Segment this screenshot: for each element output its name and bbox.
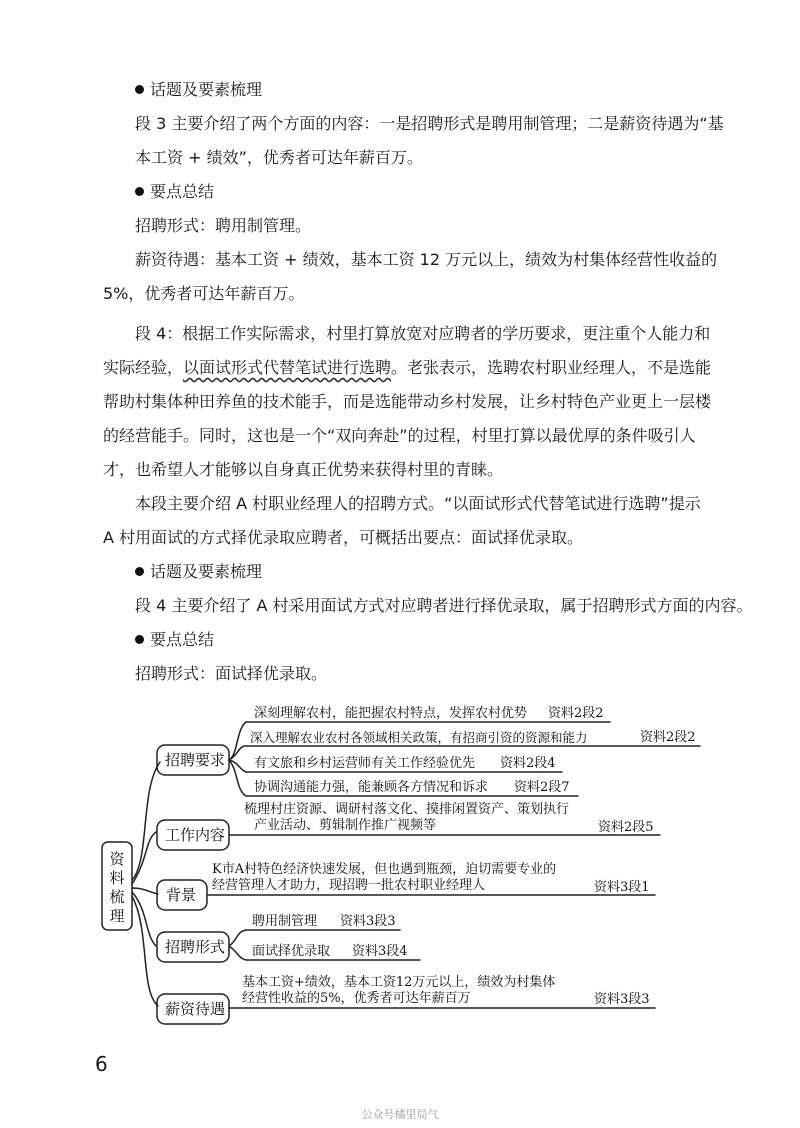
mindmap-item: 面试择优录取 <box>252 944 331 959</box>
section-heading: 话题及要素梳理 <box>135 562 262 582</box>
paragraph-line: 招聘形式：聘用制管理。 <box>135 216 312 235</box>
connector <box>132 762 160 880</box>
mindmap-branch-salary: 薪资待遇 <box>165 1000 226 1018</box>
mindmap-ref: 资料2段2 <box>548 706 604 721</box>
watermark-footer: 公众号橘里局气 <box>361 1108 439 1121</box>
mindmap-item: 产业活动、剪辑制作推广视频等 <box>254 818 437 833</box>
paragraph-line: 段 4：根据工作实际需求，村里打算放宽对应聘者的学历要求，更注重个人能力和 <box>135 324 711 343</box>
mindmap-ref: 资料2段5 <box>598 820 654 835</box>
paragraph-line: A 村用面试的方式择优录取应聘者，可概括出要点：面试择优录取。 <box>103 528 584 547</box>
paragraph-line: 帮助村集体种田养鱼的技术能手，而是选能带动乡村发展，让乡村特色产业更上一层楼 <box>103 392 712 411</box>
mindmap-item: 经营管理人才助力，现招聘一批农村职业经理人 <box>212 878 486 893</box>
underlined-phrase: 以面试形式代替笔试进行选聘 <box>183 358 392 377</box>
mindmap-item: 深入理解农业农村各领域相关政策，有招商引资的资源和能力 <box>250 730 588 745</box>
mindmap-item: 深刻理解农村，能把握农村特点，发挥农村优势 <box>254 706 528 721</box>
mindmap-item: 梳理村庄资源、调研村落文化、摸排闲置资产、策划执行 <box>244 802 570 817</box>
mindmap-ref: 资料2段7 <box>514 780 570 795</box>
mindmap-item: 基本工资+绩效，基本工资12万元以上，绩效为村集体 <box>242 975 556 990</box>
mindmap-ref: 资料3段3 <box>594 992 650 1007</box>
paragraph-line: 本段主要介绍 A 村职业经理人的招聘方式。“以面试形式代替笔试进行选聘”提示 <box>135 494 701 513</box>
mindmap-item: 有文旅和乡村运营师有关工作经验优先 <box>254 756 476 771</box>
mindmap-ref: 资料2段2 <box>640 730 696 745</box>
mindmap-branch-background: 背景 <box>166 886 197 904</box>
paragraph-line: 实际经验，以面试形式代替笔试进行选聘。老张表示，选聘农村职业经理人，不是选能 <box>103 358 712 377</box>
page-number: 6 <box>95 1052 108 1076</box>
mindmap-item: 协调沟通能力强，能兼顾各方情况和诉求 <box>254 780 489 795</box>
mindmap-ref: 资料2段4 <box>500 756 556 771</box>
section-heading: 要点总结 <box>135 182 214 202</box>
paragraph-line: 招聘形式：面试择优录取。 <box>135 664 328 683</box>
mindmap-item: 聘用制管理 <box>252 914 318 929</box>
mindmap-item: 经营性收益的5%，优秀者可达年薪百万 <box>242 991 471 1006</box>
mindmap-ref: 资料3段3 <box>340 914 396 929</box>
paragraph-line: 的经营能手。同时，这也是一个“双向奔赴”的过程，村里打算以最优厚的条件吸引人 <box>103 426 696 445</box>
section-heading: 话题及要素梳理 <box>135 80 262 100</box>
paragraph-line: 5%，优秀者可达年薪百万。 <box>103 284 305 303</box>
mindmap-item: K市A村特色经济快速发展，但也遇到瓶颈，迫切需要专业的 <box>212 862 557 877</box>
section-heading: 要点总结 <box>135 630 214 650</box>
paragraph-line: 才，也希望人才能够以自身真正优势来获得村里的青睐。 <box>103 460 504 479</box>
paragraph-line: 薪资待遇：基本工资 + 绩效，基本工资 12 万元以上，绩效为村集体经营性收益的 <box>135 250 718 269</box>
mindmap-branch-work-content: 工作内容 <box>165 826 226 844</box>
paragraph-line: 本工资 + 绩效”，优秀者可达年薪百万。 <box>135 148 423 167</box>
paragraph-line: 段 4 主要介绍了 A 村采用面试方式对应聘者进行择优录取，属于招聘形式方面的内容。 <box>135 596 753 615</box>
mindmap-branch-recruit-form: 招聘形式 <box>165 938 226 956</box>
mindmap-root: 资料梳理 <box>109 850 125 925</box>
mindmap-ref: 资料3段1 <box>594 880 650 895</box>
paragraph-line: 段 3 主要介绍了两个方面的内容：一是招聘形式是聘用制管理；二是薪资待遇为“基 <box>135 114 724 133</box>
connector <box>132 892 156 946</box>
connector <box>132 896 158 1006</box>
mindmap-ref: 资料3段4 <box>352 944 408 959</box>
connector <box>132 888 158 894</box>
mindmap-branch-recruit-requirements: 招聘要求 <box>165 751 226 769</box>
